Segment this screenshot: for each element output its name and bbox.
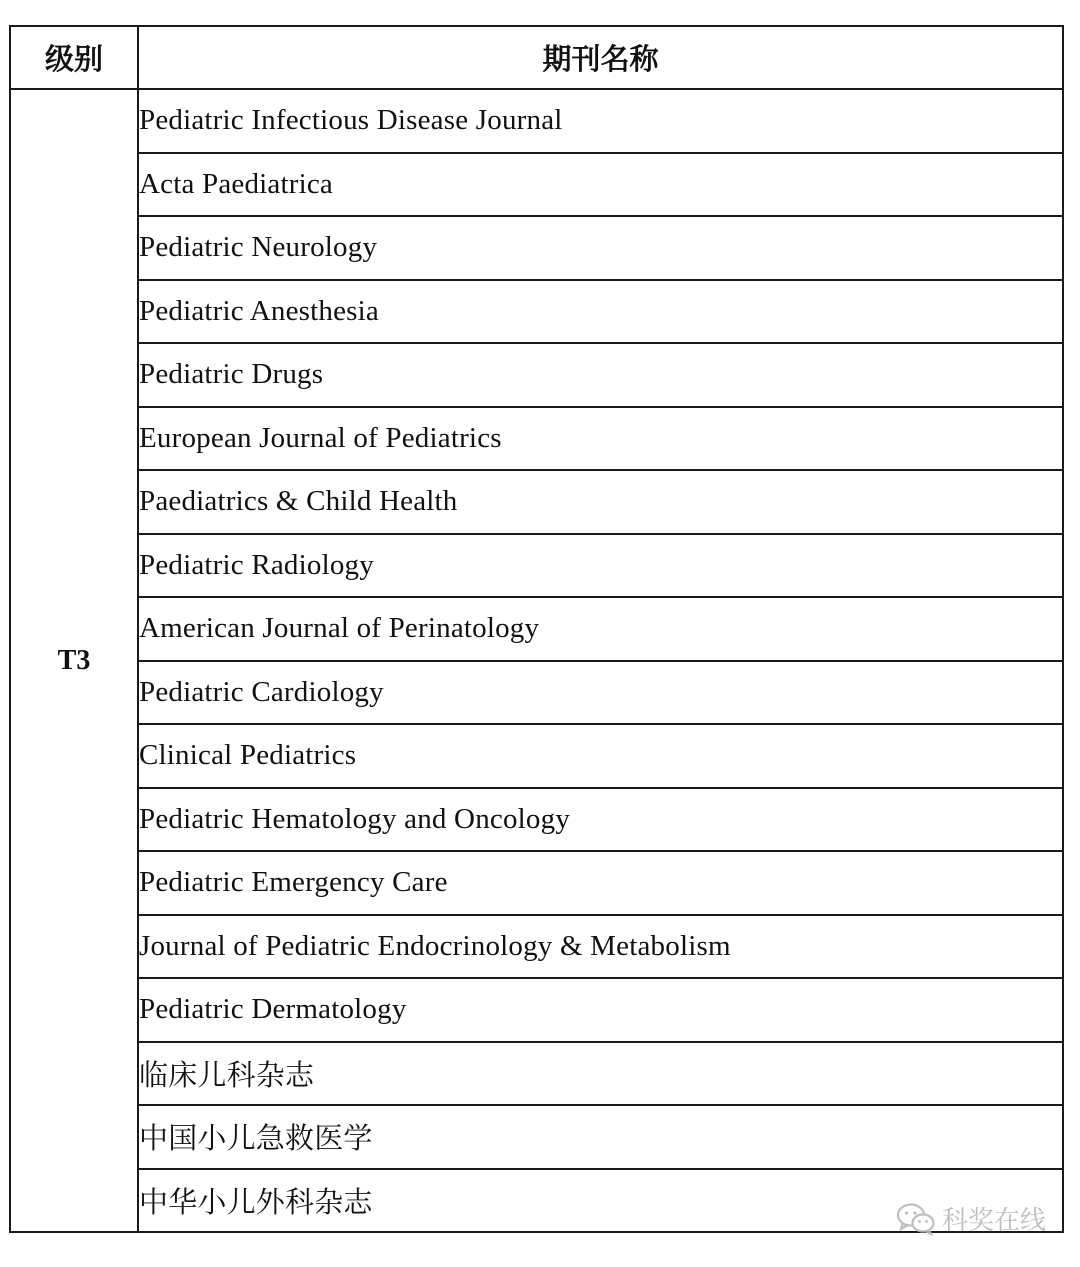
table-row <box>10 661 1063 725</box>
journal-name-cell: Pediatric Infectious Disease Journal <box>138 89 1063 153</box>
table-row <box>10 407 1063 471</box>
table-row <box>10 89 1063 153</box>
journal-name-cell: 临床儿科杂志 <box>138 1042 1063 1106</box>
table-row <box>10 153 1063 217</box>
journal-name-cell: Clinical Pediatrics <box>138 724 1063 788</box>
table-row <box>10 534 1063 598</box>
table-row <box>10 1105 1063 1169</box>
journal-name-cell: Pediatric Dermatology <box>138 978 1063 1042</box>
journal-name-cell: 中华小儿外科杂志 <box>138 1169 1063 1233</box>
journal-name-cell: European Journal of Pediatrics <box>138 407 1063 471</box>
journal-name-cell: Pediatric Hematology and Oncology <box>138 788 1063 852</box>
header-row <box>10 26 1063 89</box>
watermark <box>896 1200 1046 1237</box>
journal-name-cell: Pediatric Drugs <box>138 343 1063 407</box>
watermark-text: 科奖在线 <box>941 1206 1046 1236</box>
table-row <box>10 1042 1063 1106</box>
journal-name-cell: Pediatric Emergency Care <box>138 851 1063 915</box>
table-row <box>10 343 1063 407</box>
wechat-icon <box>896 1202 936 1236</box>
table-row <box>10 470 1063 534</box>
journal-name-cell: American Journal of Perinatology <box>138 597 1063 661</box>
journal-name-cell: Acta Paediatrica <box>138 153 1063 217</box>
header-journal-name: 期刊名称 <box>138 26 1063 89</box>
journal-name-cell: Paediatrics & Child Health <box>138 470 1063 534</box>
journal-name-cell: Pediatric Cardiology <box>138 661 1063 725</box>
journal-name-cell: Pediatric Anesthesia <box>138 280 1063 344</box>
journal-name-cell: 中国小儿急救医学 <box>138 1105 1063 1169</box>
journal-name-cell: Pediatric Radiology <box>138 534 1063 598</box>
level-cell: T3 <box>10 89 138 1232</box>
table-row <box>10 851 1063 915</box>
table-row <box>10 724 1063 788</box>
table-row <box>10 788 1063 852</box>
header-level: 级别 <box>10 26 138 89</box>
table-row <box>10 216 1063 280</box>
table-row <box>10 978 1063 1042</box>
table-row <box>10 280 1063 344</box>
journal-name-cell: Journal of Pediatric Endocrinology & Metabolism <box>138 915 1063 979</box>
journal-table <box>9 25 1064 1233</box>
table-body <box>10 89 1063 1232</box>
table-row <box>10 597 1063 661</box>
table-row <box>10 915 1063 979</box>
journal-name-cell: Pediatric Neurology <box>138 216 1063 280</box>
